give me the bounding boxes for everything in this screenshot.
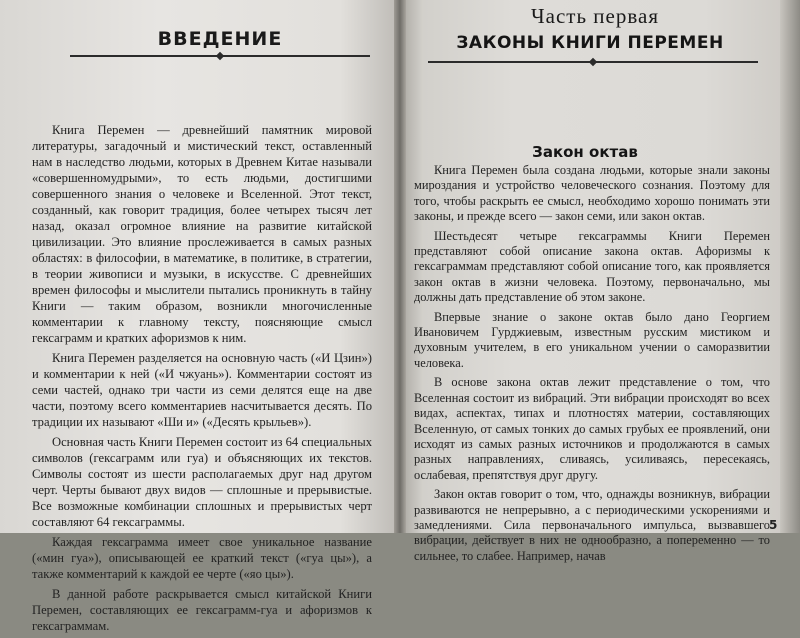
introduction-heading: ВВЕДЕНИЕ: [157, 28, 283, 50]
page-number: 5: [769, 518, 778, 532]
paragraph: Закон октав говорит о том, что, однажды возникнув, вибрации развиваются не непрерывно, а с периодическими ускорениями и замедлениями. Сила первоначального импульса, вызвавшего вибрации, действует в них не однообразно, а попеременно — то сильнее, то слабее. Например, начав: [414, 487, 770, 563]
paragraph: Шестьдесят четыре гексаграммы Книги Перемен представляют собой описание закона октав. Афоризмы к гексаграммам представляют собой описание того, как проявляется закон октав в жизни человека. Поэтому, первоначально, мы должны дать представление об этом законе.: [414, 228, 770, 305]
page-edges: [780, 0, 800, 533]
introduction-text: [32, 122, 372, 638]
part-title: ЗАКОНЫ КНИГИ ПЕРЕМЕН: [456, 33, 724, 53]
part-label: Часть первая: [531, 4, 659, 28]
book-spine: [394, 0, 406, 533]
paragraph: Книга Перемен — древнейший памятник мировой литературы, загадочный и мистический текст, оставленный нам в наследство людьми, которых в Древнем Китае называли «совершенномудрыми», то есть людьми, достигшими совершенного знания о человеке и Вселенной. Этот текст, созданный, как говорит традиция, более четырех тысяч лет назад, оказал огромное влияние на развитие китайской цивилизации. Это влияние прослеживается в самых разных областях: в философии, в математике, в политике, в стратегии, в теории живописи и музыки, в искусстве. С древнейших времен философы и мыслители пытались проникнуть в тайну Книги — таким образом, возникли многочисленные комментарии к главному тексту, поясняющие смысл гексаграмм и кратких афоризмов к ним.: [32, 123, 372, 345]
paragraph: Книга Перемен была создана людьми, которые знали законы мироздания и устройство человеческого сознания. Поэтому для того, чтобы раскрыть ее смысл, необходимо хорошо понимать эти законы, и прежде всего — закон семи, или закон октав.: [414, 163, 770, 224]
paragraph: Основная часть Книги Перемен состоит из 64 специальных символов (гексаграмм или гуа) и объясняющих их текстов. Символы состоят из шести располагаемых друг над другом черт. Черты бывают двух видов — сплошные и прерывистые. Все возможные комбинации сплошных и прерывистых черт составляют 64 гексаграммы.: [32, 435, 372, 529]
paragraph: В данной работе раскрывается смысл китайской Книги Перемен, составляющих ее гексаграмм-гуа и афоризмов к гексаграммам.: [32, 587, 372, 633]
paragraph: Каждая гексаграмма имеет свое уникальное название («мин гуа»), описывающей ее краткий текст («гуа цы»), а также комментарий к каждой ее черте («яо цы»).: [32, 535, 372, 581]
paragraph: Впервые знание о законе октав было дано Георгием Ивановичем Гурджиевым, известным русским мистиком и духовным учителем, в его уникальном учении о саморазвитии человека.: [414, 309, 770, 370]
paragraph: В основе закона октав лежит представление о том, что Вселенная состоит из вибраций. Эти вибрации происходят во всех видах, аспектах, типах и плотностях материи, составляющих Вселенную, от самых тонких до самых грубых ее проявлений, они исходят из самых разных источников и продолжаются в самых разных направлениях, сливаясь, усиливаясь, пересекаясь, ослабевая, препятствуя друг другу.: [414, 375, 770, 482]
section-text: [414, 163, 770, 568]
section-title: Закон октав: [532, 143, 638, 161]
paragraph: Книга Перемен разделяется на основную часть («И Цзин») и комментарии к ней («И чжуань»). Комментарии состоят из семи частей, однако три части из семи делятся еще на две части, поэтому всего комментариев насчитывается десять. По традиции их называют «Ши и» («Десять крыльев»).: [32, 351, 372, 429]
